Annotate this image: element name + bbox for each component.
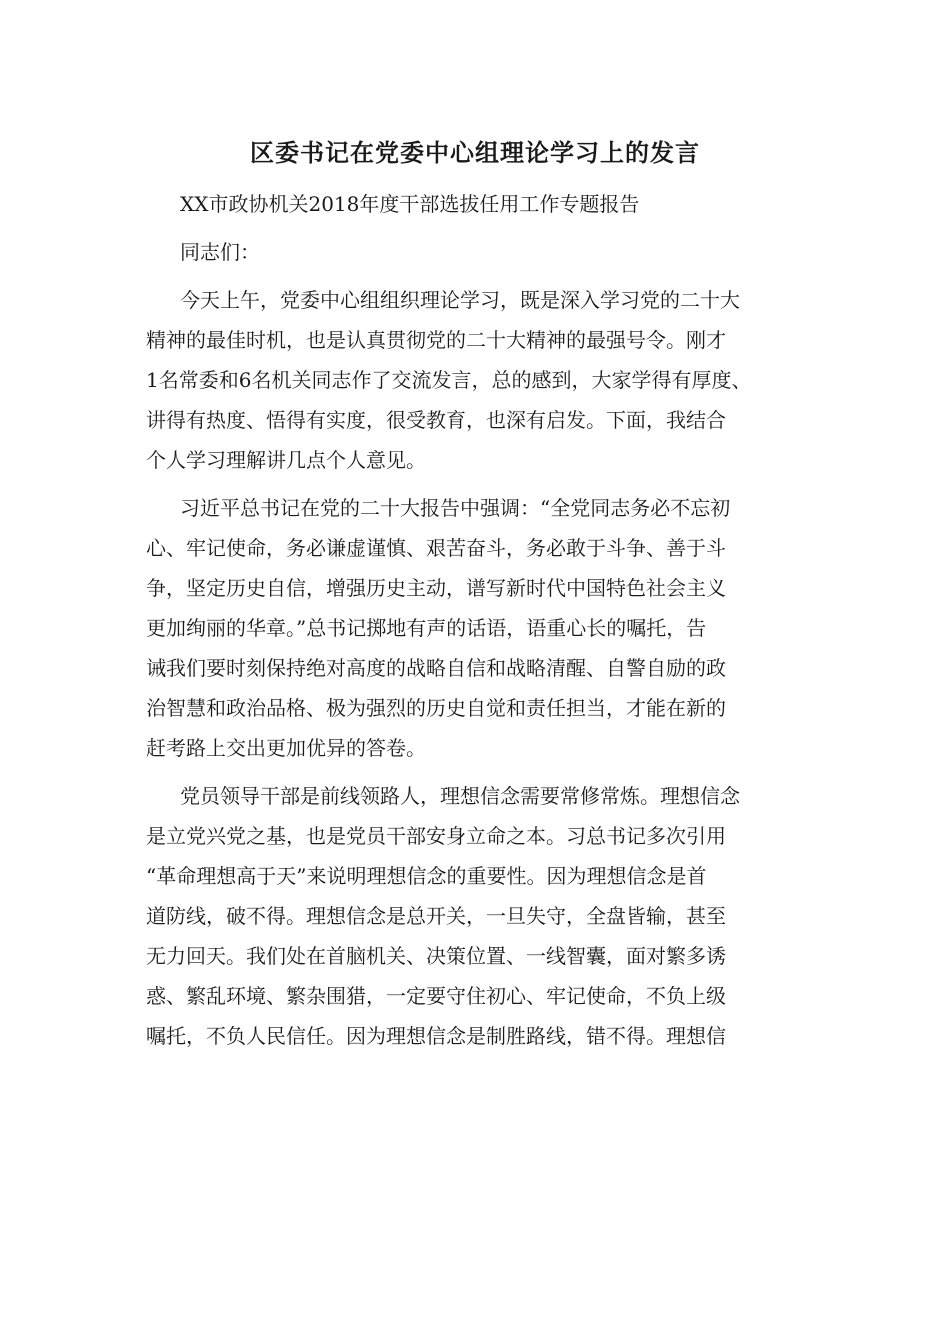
- paragraph-1: [146, 280, 806, 480]
- paragraph-gap: [146, 224, 806, 232]
- paragraph-2: [146, 488, 806, 768]
- salutation: 同志们：: [180, 240, 260, 264]
- document-subtitle: XX市政协机关2018年度干部选拔任用工作专题报告: [180, 192, 640, 216]
- paragraph-line: 治智慧和政治品格、极为强烈的历史自觉和责任担当，才能在新的: [146, 696, 726, 720]
- paragraph-gap: [146, 480, 806, 488]
- paragraph-line: 嘱托，不负人民信任。因为理想信念是制胜路线，错不得。理想信: [146, 1024, 726, 1048]
- paragraph-gap: [146, 768, 806, 776]
- document-body: [146, 184, 806, 1056]
- paragraph-line: 争，坚定历史自信，增强历史主动，谱写新时代中国特色社会主义: [146, 576, 726, 600]
- paragraph-gap: [146, 272, 806, 280]
- paragraph-line: 赶考路上交出更加优异的答卷。: [146, 736, 426, 760]
- paragraph-line: 讲得有热度、悟得有实度，很受教育，也深有启发。下面，我结合: [146, 408, 726, 432]
- paragraph-line: 党员领导干部是前线领路人，理想信念需要常修常炼。理想信念: [180, 784, 740, 808]
- paragraph-line: 精神的最佳时机，也是认真贯彻党的二十大精神的最强号令。刚才: [146, 328, 726, 352]
- document-title: 区委书记在党委中心组理论学习上的发言: [250, 138, 700, 167]
- paragraph-line: 习近平总书记在党的二十大报告中强调：“全党同志务必不忘初: [180, 496, 731, 520]
- paragraph-line: 1名常委和6名机关同志作了交流发言，总的感到，大家学得有厚度、: [146, 368, 752, 392]
- paragraph-line: 心、牢记使命，务必谦虚谨慎、艰苦奋斗，务必敢于斗争、善于斗: [146, 536, 726, 560]
- paragraph-line: 道防线，破不得。理想信念是总开关，一旦失守，全盘皆输，甚至: [146, 904, 726, 928]
- paragraph-line: “革命理想高于天”来说明理想信念的重要性。因为理想信念是首: [146, 864, 707, 888]
- paragraph-line: 诫我们要时刻保持绝对高度的战略自信和战略清醒、自警自励的政: [146, 656, 726, 680]
- paragraph-line: 惑、繁乱环境、繁杂围猎，一定要守住初心、牢记使命，不负上级: [146, 984, 726, 1008]
- paragraph-line: 无力回天。我们处在首脑机关、决策位置、一线智囊，面对繁多诱: [146, 944, 726, 968]
- paragraph-3: [146, 776, 806, 1056]
- paragraph-line: 今天上午，党委中心组组织理论学习，既是深入学习党的二十大: [180, 288, 740, 312]
- paragraph-line: 更加绚丽的华章。”总书记掷地有声的话语，语重心长的嘱托，告: [146, 616, 707, 640]
- paragraph-line: 个人学习理解讲几点个人意见。: [146, 448, 426, 472]
- paragraph-line: 是立党兴党之基，也是党员干部安身立命之本。习总书记多次引用: [146, 824, 726, 848]
